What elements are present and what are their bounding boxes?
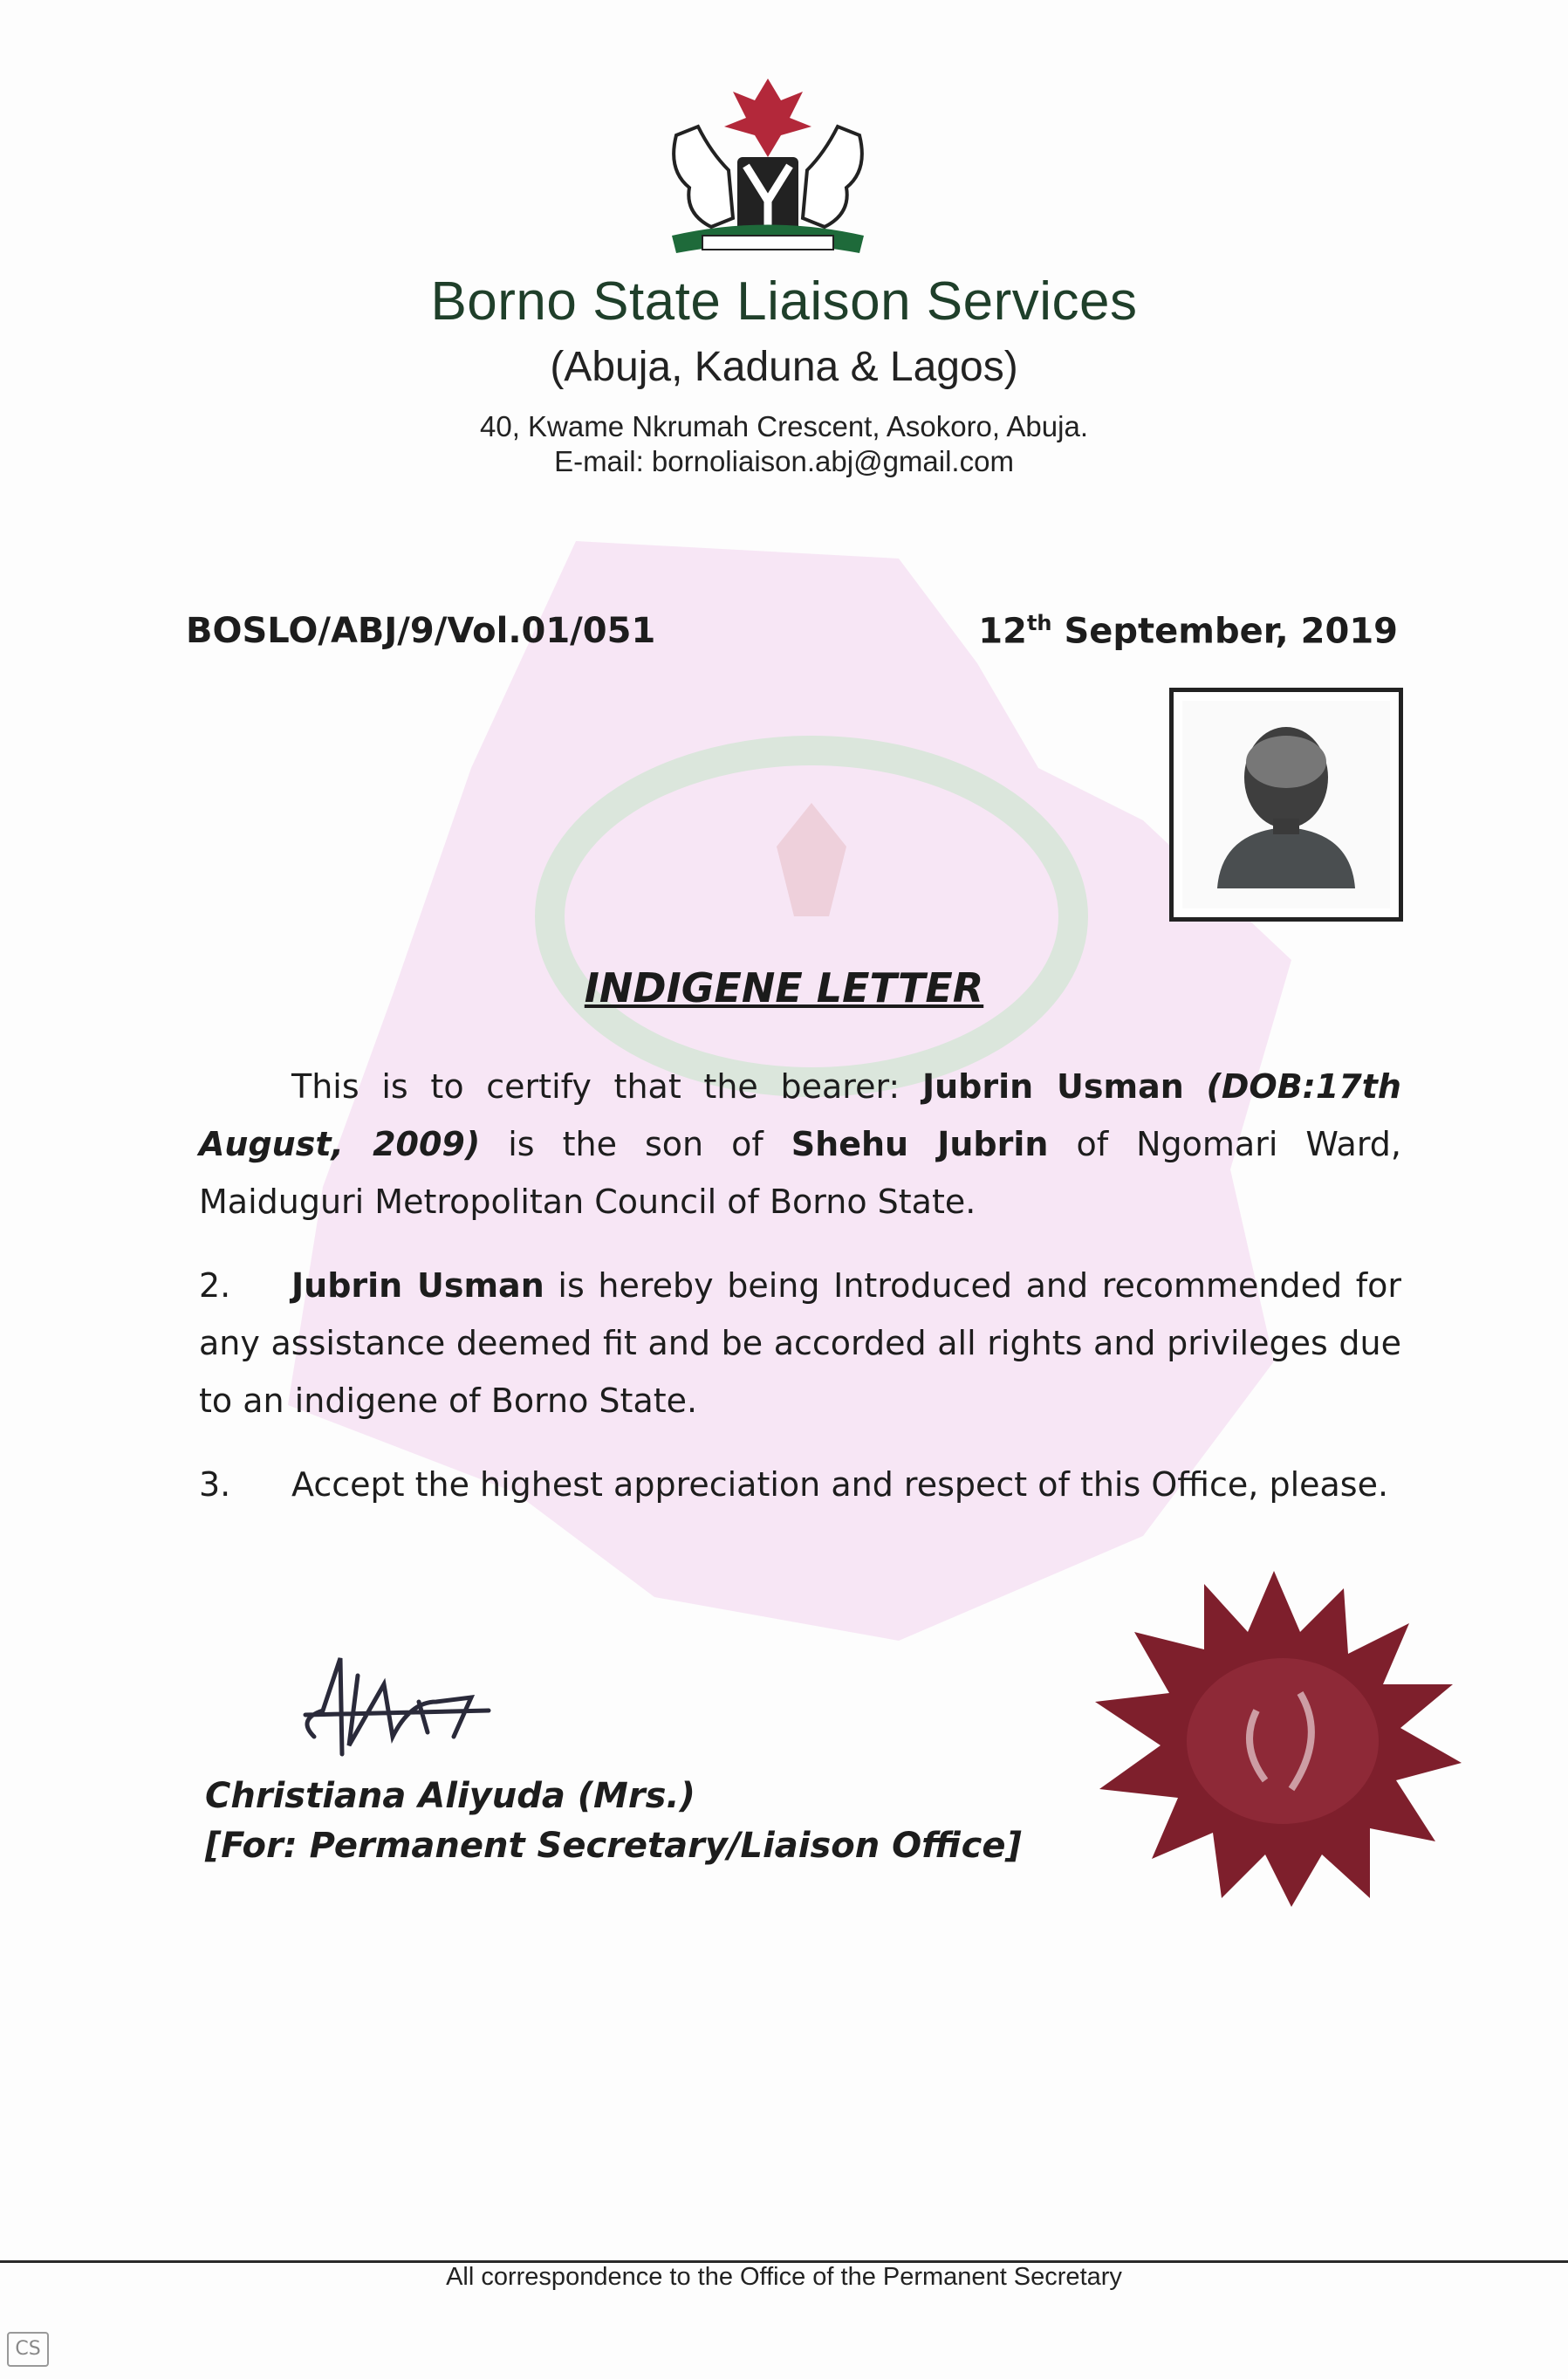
bearer-name: Jubrin Usman (921, 1067, 1184, 1106)
camscanner-logo: CS (7, 2332, 49, 2367)
letter-title: INDIGENE LETTER (584, 964, 984, 1011)
nigeria-coat-of-arms-icon (650, 74, 886, 262)
p1-text-3: is the son of (480, 1125, 791, 1163)
organization-address: 40, Kwame Nkrumah Crescent, Asokoro, Abuja. (480, 410, 1088, 442)
reference-number: BOSLO/ABJ/9/Vol.01/051 (186, 611, 656, 651)
bearer-dob: (DOB:17th August, 2009) (199, 1067, 1401, 1163)
p1-text-4: of Ngomari Ward, Maiduguri Metropolitan Council of Borno State. (199, 1125, 1401, 1221)
organization-locations: (Abuja, Kaduna & Lagos) (550, 344, 1018, 390)
embossed-seal-icon (1082, 1562, 1466, 1911)
paragraph-2 (199, 1257, 1401, 1429)
organization-name: Borno State Liaison Services (430, 271, 1138, 332)
paragraph-1 (199, 1058, 1401, 1231)
passport-photo (1169, 688, 1403, 922)
letter-date (978, 611, 1398, 651)
signatory-role: [For: Permanent Secretary/Liaison Office] (205, 1826, 1022, 1866)
paragraph-2-number: 2. (199, 1266, 231, 1305)
bearer-name-2: Jubrin Usman (291, 1266, 544, 1305)
p1-text-1: This is to certify that the bearer: (291, 1067, 922, 1106)
signatory-name: Christiana Aliyuda (Mrs.) (205, 1776, 695, 1816)
paragraph-3 (199, 1456, 1401, 1513)
person-photo-icon (1182, 701, 1390, 908)
date-day: 12 (978, 611, 1027, 652)
footer-note: All correspondence to the Office of the Permanent Secretary (446, 2263, 1122, 2291)
paragraph-3-number: 3. (199, 1465, 231, 1504)
date-suffix: th (1026, 611, 1052, 635)
handwritten-signature (288, 1649, 497, 1763)
date-rest: September, 2019 (1051, 611, 1398, 652)
father-name: Shehu Jubrin (791, 1125, 1049, 1163)
p2-text: is hereby being Introduced and recommended for any assistance deemed fit and be accorded all rights and privileges due to an indigene of Borno State. (199, 1266, 1401, 1420)
p1-text-2 (1184, 1067, 1207, 1106)
organization-email: E-mail: bornoliaison.abj@gmail.com (554, 445, 1014, 477)
p3-text: Accept the highest appreciation and respect of this Office, please. (291, 1465, 1389, 1504)
